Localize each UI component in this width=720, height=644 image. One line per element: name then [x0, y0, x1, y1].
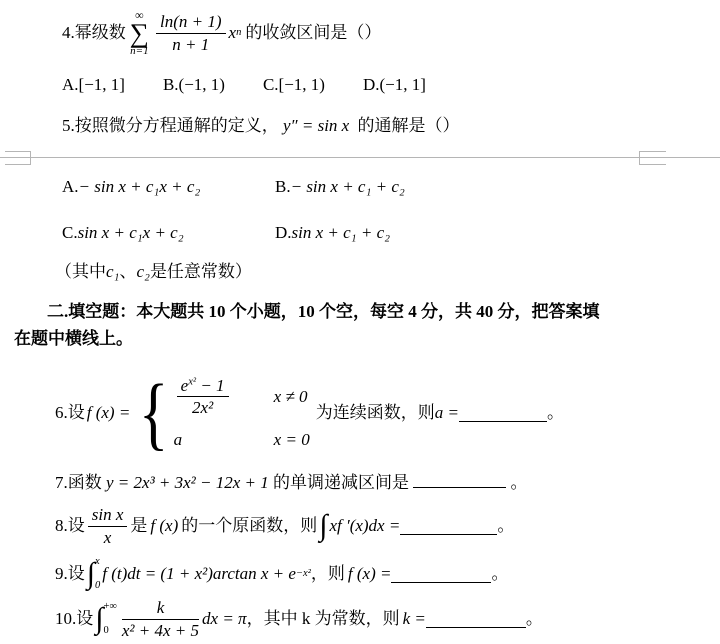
q4-option-c: C.[−1, 1) — [262, 75, 325, 94]
q8-period: 。 — [497, 516, 515, 536]
page-margin-marker-right — [639, 151, 666, 165]
sum-lower-limit: n=1 — [130, 45, 149, 58]
page-margin-marker-left — [5, 151, 31, 165]
q10-integral — [95, 602, 117, 636]
q7-text-prefix: 7.函数 — [55, 472, 102, 492]
q8-fx: f (x) — [150, 516, 179, 536]
q10-integral-limits — [103, 602, 116, 636]
q8-integral-symbol: ∫ — [319, 509, 328, 542]
q8-integrand: xf ′(x)dx = — [329, 516, 401, 536]
q6-case2-condition: x = 0 — [273, 429, 310, 449]
q5-option-b: B.− sin x + c₁ + c₂ — [275, 177, 405, 196]
q6-case2-value: a — [173, 429, 183, 449]
q5-text-suffix: 的通解是（） — [357, 116, 460, 135]
q5-option-a: A.− sin x + c₁x + c₂ — [62, 177, 201, 196]
q6-case1-fraction — [177, 376, 229, 417]
question-8 — [55, 504, 514, 548]
q4-text-prefix: 4.幂级数 — [62, 23, 126, 43]
q4-option-b: B.(−1, 1) — [162, 75, 225, 94]
q4-options-row — [62, 74, 426, 95]
q10-integral-lower: 0 — [103, 624, 109, 636]
q10-fraction — [122, 598, 199, 639]
q4-fraction-denominator: n + 1 — [172, 34, 210, 54]
q8-text-mid2: 的一个原函数，则 — [181, 516, 318, 536]
q10-answer-blank — [426, 610, 526, 629]
q4-option-a: A.[−1, 1] — [62, 75, 125, 94]
q8-fraction-numerator: sin x — [88, 505, 128, 526]
q9-integral-limits — [95, 557, 100, 591]
q8-fraction — [88, 505, 128, 546]
question-10 — [55, 596, 543, 642]
q8-text-prefix: 8.设 — [55, 516, 85, 536]
q7-formula: y = 2x³ + 3x² − 12x + 1 — [106, 472, 269, 492]
q6-text-mid: 为连续函数，则 — [315, 403, 435, 423]
page-break-line — [0, 157, 720, 158]
q6-case-1 — [174, 376, 310, 417]
q10-text-prefix: 10.设 — [55, 609, 94, 629]
section-2-header-line2: 在题中横线上。 — [14, 329, 133, 348]
q9-text-prefix: 9.设 — [55, 564, 85, 584]
q10-fraction-denominator: x² + 4x + 5 — [121, 620, 200, 640]
q10-equation: dx = π — [202, 609, 247, 629]
q5-option-c: C.sin x + c₁x + c₂ — [62, 223, 184, 242]
q8-text-mid1: 是 — [130, 516, 148, 536]
q7-period: 。 — [510, 472, 528, 492]
piecewise-brace: { — [139, 367, 169, 459]
question-9: 9.设 ∫ x 0 f (t)dt = (1 + x²)arctan x + e −x² ，则 f (x) = 。 — [55, 556, 509, 591]
q6-fx-equals: f (x) = — [86, 403, 131, 423]
q6-case1-numerator: $e^{x^2} - 1$ — [177, 376, 229, 397]
q4-fraction-numerator: ln(n + 1) — [156, 12, 226, 33]
section-2-header-line1: 二.填空题：本大题共 10 个小题，10 个空，每空 4 分，共 40 分，把答案填 — [47, 302, 600, 321]
q9-integral-lower: 0 — [94, 579, 101, 591]
question-7 — [55, 469, 528, 493]
q9-fx-equals: f (x) = — [347, 564, 392, 584]
q10-k-equals: k = — [402, 609, 426, 629]
q5-options-row-ab — [0, 176, 720, 200]
q6-case1-condition: x ≠ 0 — [273, 386, 308, 406]
q7-answer-blank — [413, 469, 506, 488]
q8-fraction-denominator: x — [103, 527, 112, 547]
question-5 — [62, 115, 459, 136]
q10-text-mid: ，其中 k 为常数，则 — [246, 609, 400, 629]
q6-case1-denominator: 2x² — [192, 397, 214, 417]
q9-text-mid: ，则 — [310, 564, 345, 584]
q6-answer-blank — [459, 404, 547, 423]
q4-option-d: D.(−1, 1] — [362, 75, 426, 94]
q10-fraction-numerator: k — [122, 598, 199, 619]
q9-answer-blank — [391, 565, 491, 584]
q10-integral-symbol: ∫ — [95, 602, 104, 635]
q6-cases — [174, 376, 310, 450]
q4-fraction — [156, 12, 226, 53]
q9-integral-symbol: ∫ — [86, 557, 95, 590]
q6-period: 。 — [546, 403, 564, 423]
q6-case-2 — [174, 429, 310, 450]
question-6 — [55, 368, 564, 458]
q5-note: （其中c₁、c₂是任意常数） — [55, 262, 252, 281]
q6-text-prefix: 6.设 — [55, 403, 85, 423]
q4-text-suffix: 的收敛区间是（） — [245, 23, 382, 43]
q4-power-base: x — [228, 23, 237, 43]
q5-equation: y″ = sin x — [283, 116, 350, 135]
sigma-icon: ∑ — [129, 17, 149, 48]
sum-upper-limit: ∞ — [135, 7, 144, 22]
q7-text-suffix: 的单调递减区间是 — [273, 472, 410, 492]
q10-period: 。 — [525, 609, 543, 629]
q5-option-d: D.sin x + c₁ + c₂ — [275, 223, 391, 242]
q5-options-row-cd — [0, 222, 720, 246]
q5-text-prefix: 5.按照微分方程通解的定义， — [62, 116, 279, 135]
summation-symbol — [130, 9, 149, 58]
q9-integral — [87, 557, 100, 591]
q9-body: f (t)dt = (1 + x²)arctan x + e — [102, 564, 296, 584]
q6-a-equals: a = — [434, 403, 459, 423]
q9-period: 。 — [491, 564, 509, 584]
q10-integral-upper: +∞ — [103, 601, 117, 612]
question-4: 4.幂级数 ∞ ∑ n=1 $\frac{\ln(n + 1)}{n + 1}$ x n 的收敛区间是（） — [62, 7, 382, 58]
q8-answer-blank — [400, 517, 497, 536]
q9-integral-upper: x — [94, 556, 100, 567]
